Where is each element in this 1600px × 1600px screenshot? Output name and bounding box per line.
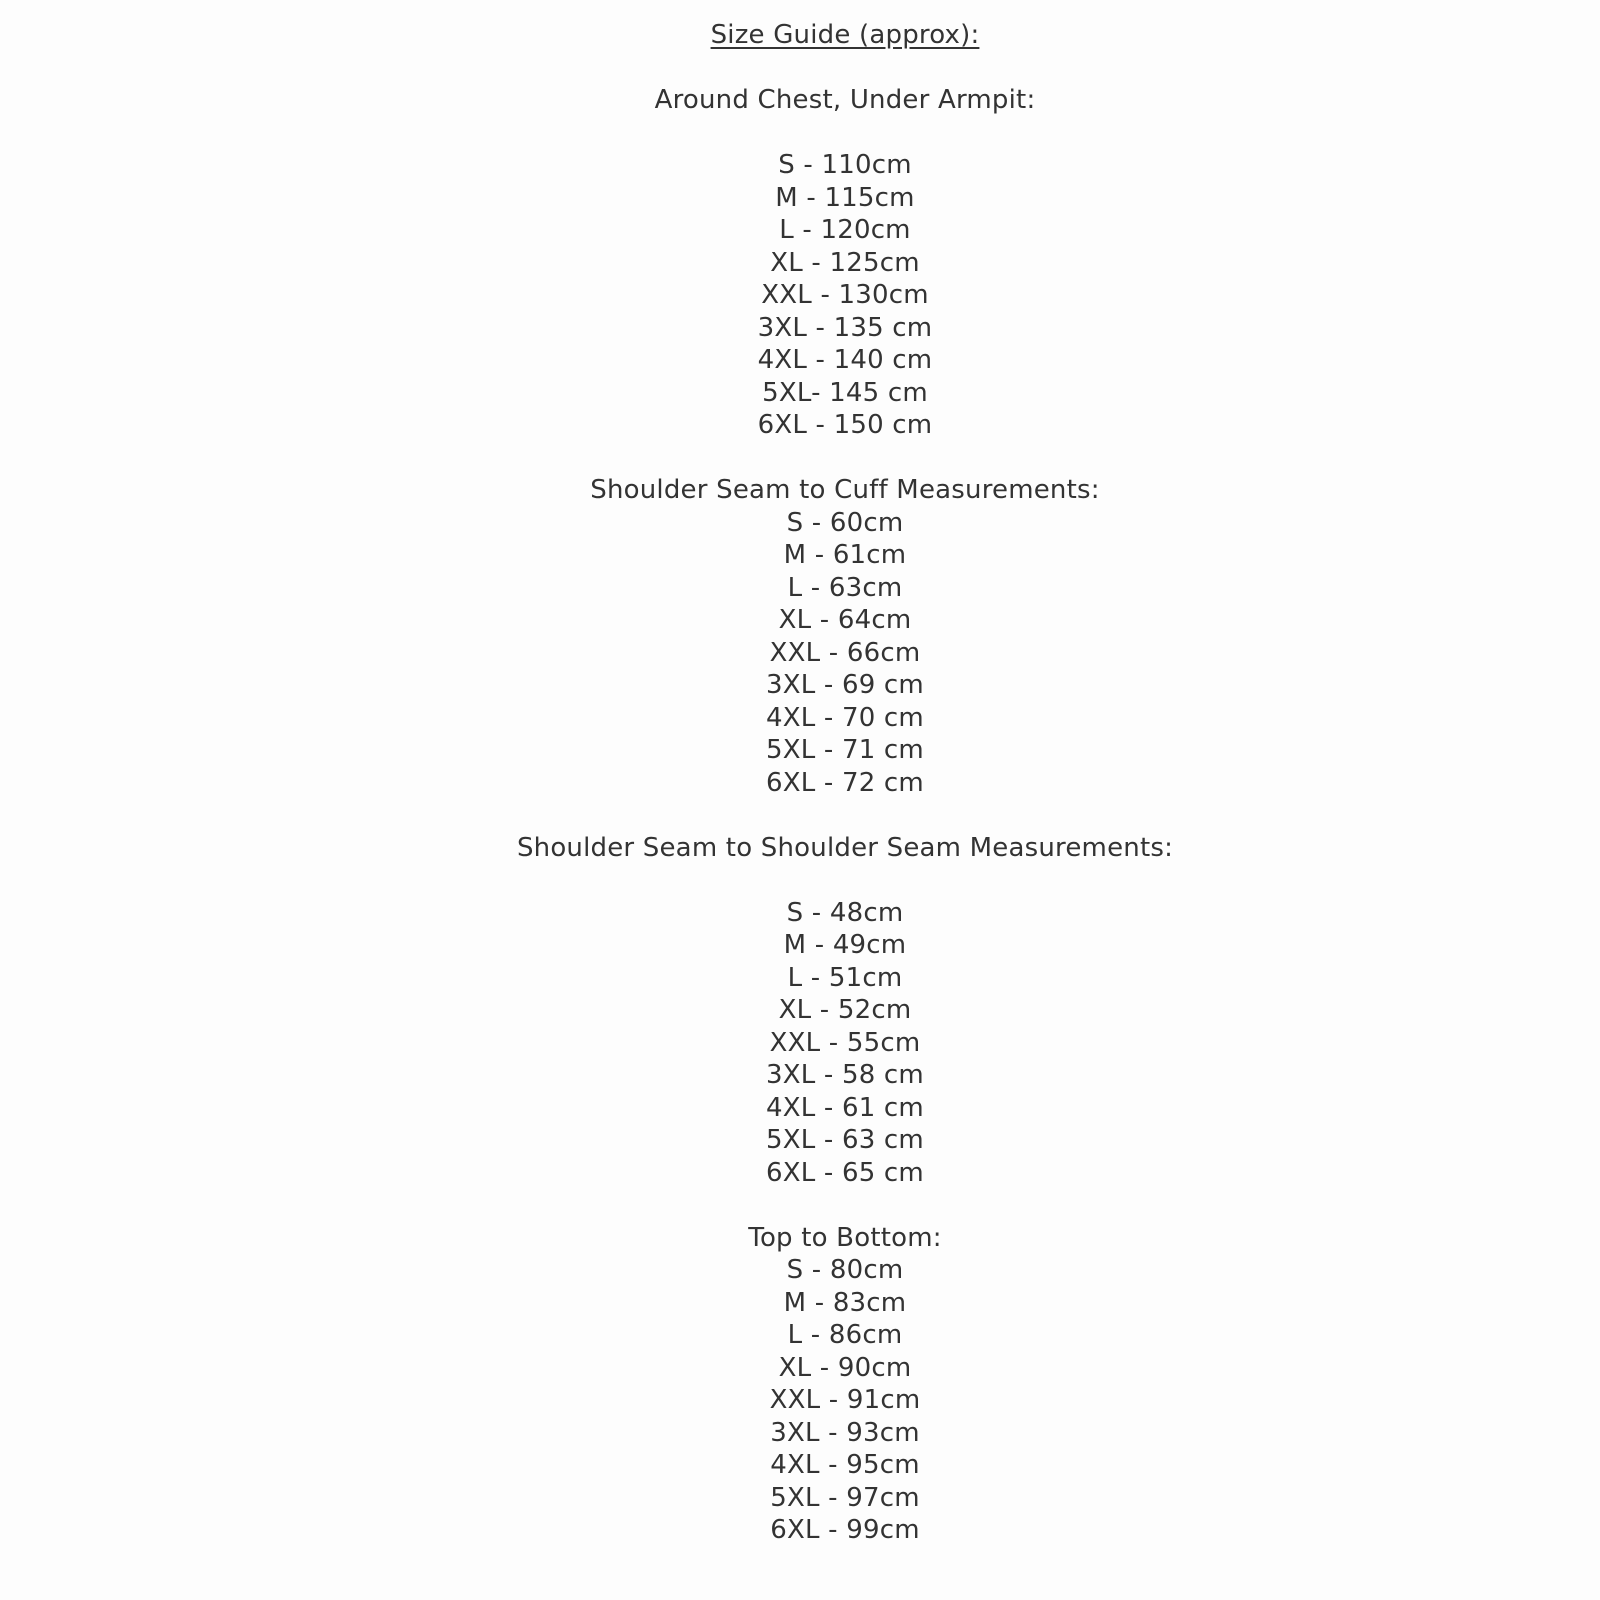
- size-row: 3XL - 69 cm: [766, 670, 924, 700]
- size-row: 6XL - 150 cm: [757, 410, 933, 440]
- section-heading-seam-to-seam: Shoulder Seam to Shoulder Seam Measurements:: [516, 832, 1174, 863]
- size-row: XL - 90cm: [778, 1352, 912, 1383]
- size-row: 5XL - 63 cm: [766, 1125, 924, 1155]
- size-row: 4XL - 70 cm: [766, 702, 924, 733]
- size-row: L - 86cm: [787, 1320, 903, 1350]
- page-title: Size Guide (approx):: [710, 20, 980, 50]
- size-row: XL - 64cm: [778, 605, 912, 635]
- size-row: M - 61cm: [783, 540, 907, 570]
- size-row: 5XL - 97cm: [770, 1482, 920, 1513]
- blank-line: [90, 864, 1600, 897]
- section-heading-top-to-bottom: Top to Bottom:: [748, 1222, 942, 1253]
- size-row: 5XL - 71 cm: [766, 735, 924, 765]
- size-row: S - 48cm: [786, 897, 904, 928]
- size-row: 3XL - 58 cm: [766, 1060, 924, 1090]
- size-row: XXL - 66cm: [769, 637, 921, 668]
- size-row: L - 51cm: [787, 962, 903, 993]
- blank-line: [90, 799, 1600, 832]
- size-row: 6XL - 99cm: [770, 1515, 920, 1545]
- size-row: 4XL - 140 cm: [757, 345, 933, 375]
- size-row: M - 115cm: [775, 182, 915, 213]
- size-row: 3XL - 93cm: [770, 1417, 920, 1448]
- size-row: XL - 125cm: [770, 247, 920, 278]
- size-row: 5XL- 145 cm: [762, 377, 928, 408]
- size-row: XXL - 130cm: [761, 280, 929, 310]
- size-row: M - 83cm: [783, 1287, 907, 1318]
- blank-line: [90, 442, 1600, 475]
- size-row: M - 49cm: [783, 930, 907, 960]
- blank-line: [90, 52, 1600, 85]
- size-row: 4XL - 95cm: [770, 1450, 920, 1480]
- blank-line: [90, 1189, 1600, 1222]
- section-heading-around-chest: Around Chest, Under Armpit:: [654, 85, 1036, 115]
- size-row: L - 63cm: [787, 572, 903, 603]
- size-row: S - 110cm: [778, 150, 912, 180]
- size-row: XL - 52cm: [778, 995, 912, 1025]
- blank-line: [90, 117, 1600, 150]
- size-row: XXL - 55cm: [769, 1027, 921, 1058]
- size-row: 3XL - 135 cm: [757, 312, 933, 343]
- size-row: 4XL - 61 cm: [766, 1092, 924, 1123]
- size-row: S - 80cm: [786, 1255, 904, 1285]
- size-row: S - 60cm: [786, 507, 904, 538]
- size-row: XXL - 91cm: [769, 1385, 921, 1415]
- size-row: L - 120cm: [779, 215, 911, 245]
- size-row: 6XL - 72 cm: [766, 767, 924, 798]
- size-row: 6XL - 65 cm: [766, 1157, 924, 1188]
- section-heading-seam-to-cuff: Shoulder Seam to Cuff Measurements:: [590, 475, 1100, 505]
